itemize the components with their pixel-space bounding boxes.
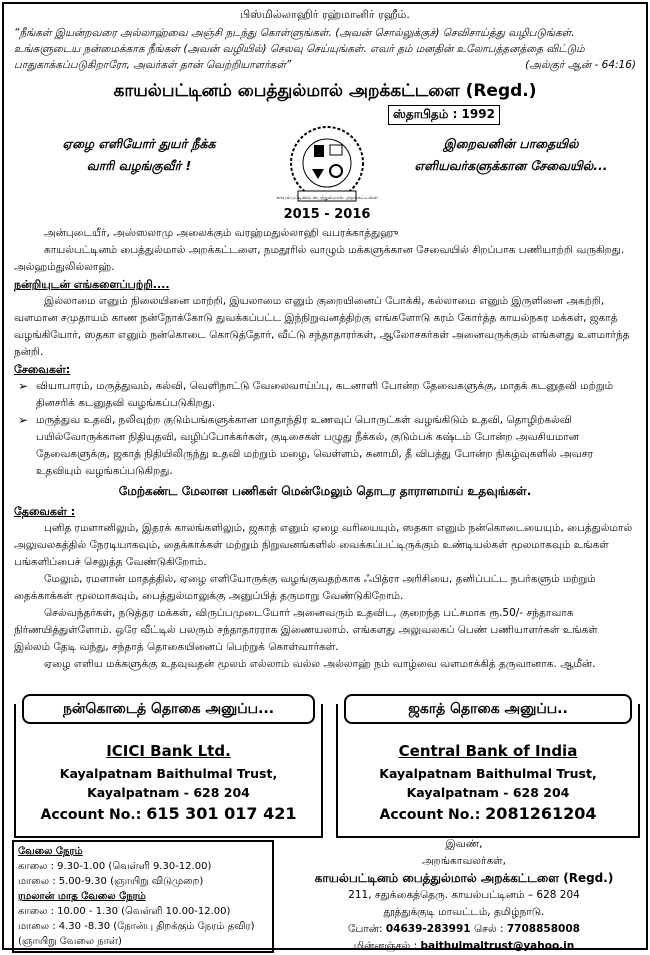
trust-logo	[276, 125, 378, 211]
email-address: baithulmaltrust@yahoo.in	[420, 940, 575, 952]
slogan-right-line2: எளியவர்களுக்கான சேவையில்...	[414, 158, 608, 173]
contact-address	[284, 836, 644, 955]
bismillah: பிஸ்மில்லாஹிர் ரஹ்மானிர் ரஹீம்.	[240, 8, 410, 21]
year-range: 2015 - 2016	[283, 207, 371, 222]
closing-prayer: ஏழை எளிய மக்களுக்கு உதவுவதன் மூலம் எல்லாம் வல்ல அல்லாஹ் நம் வாழ்வை வளமாக்கித் தருவானாக. ஆமீன்.	[44, 658, 596, 670]
donation-bank-box	[14, 701, 323, 838]
arrow-bullet-icon: ➢	[18, 379, 29, 393]
greeting: அன்புடையீர், அஸ்ஸலாமு அலைக்கும் வரஹ்மதுல்லாஹி வபரக்காத்துஹு	[44, 227, 399, 239]
account-number	[16, 804, 321, 823]
arrow-bullet-icon: ➢	[18, 413, 29, 427]
ramadan-note: (ஞாயிறு வேலை நாள்)	[18, 936, 122, 947]
hours-evening: மாலை : 5.00-9.30 (ஞாயிறு விடுமுறை)	[18, 876, 204, 887]
notice-page	[2, 2, 648, 950]
account-value: 615 301 017 421	[146, 804, 297, 823]
appeal-line: மேற்கண்ட மேலான பணிகள் மென்மேலும் தொடர தாராளமாய் உதவுங்கள்.	[118, 484, 532, 498]
service-item	[18, 378, 636, 412]
email-line	[284, 938, 644, 955]
account-label: Account No.:	[40, 807, 142, 823]
needs-paragraph: மேலும், ரமளான் மாதத்தில், ஏழை எளியோருக்கு வழங்குவதற்காக ஃபித்ரா அரிசியை, தனிப்பட்ட நபர்களும் மற்றும் தைக்காக்கள் மூலமாகவும், பைத்துல்மாலுக்கு அனுப்பித் தருமாறு வேண்டுகிறோம்.	[14, 573, 596, 602]
needs-heading: தேவைகள் :	[14, 505, 76, 518]
cell-label: செல் :	[473, 923, 504, 935]
slogan-left-line2: வாரி வழங்குவீர் !	[86, 158, 192, 173]
ramadan-morning: காலை : 10.00 - 1.30 (வெள்ளி 10.00-12.00)	[18, 906, 231, 917]
street-address: 211, சதுக்கைத்தெரு. காயல்பட்டினம் – 628 204	[348, 889, 580, 901]
zakat-bank-box	[336, 701, 640, 838]
bank-boxes	[4, 701, 646, 840]
quran-verse	[4, 23, 646, 73]
established-badge: ஸ்தாபிதம் : 1992	[388, 105, 500, 125]
donation-heading: நன்கொடைத் தொகை அனுப்ப...	[22, 694, 315, 724]
letter-body	[4, 225, 646, 673]
phone-number: 04639-283991	[385, 923, 471, 935]
phone-line	[284, 921, 644, 938]
slogan-right-line1: இறைவனின் பாதையில்	[443, 136, 579, 151]
account-number	[338, 804, 638, 823]
slogan-left	[34, 133, 244, 177]
trustees-label: அறங்காவலர்கள்,	[422, 855, 506, 867]
hours-heading: வேலை நேரம்	[18, 846, 83, 857]
needs-paragraph: புனித ரமளானிலும், இதரக் காலங்களிலும், ஜகாத் எனும் ஏழை வரியையும், ஸதகா எனும் நன்கொடையையும், பைத்துல்மால் அலுவலகத்தில் நேரடியாகவும், தைக்காக்கள் மற்றும் நிறுவனங்களில் வைக்கப்பட்டிருக்கும் உண்டியல்கள் மூலமாகவும் உங்கள் பங்களிப்பைச் செலுத்த வேண்டுகிறோம்.	[14, 522, 633, 568]
bank-account-holder	[338, 764, 638, 802]
district: தூத்துக்குடி மாவட்டம், தமிழ்நாடு.	[383, 906, 545, 918]
services-heading: சேவைகள்:	[14, 363, 71, 376]
service-text: மருத்துவ உதவி, நலிவுற்ற குடும்பங்களுக்கான மாதாந்திர உணவுப் பொருட்கள் வழங்கிடும் உதவி, தொழிற்கல்வி பயில்வோருக்கான நிதியுதவி, வழிப்போக்கர்கள், குடிசைகள் பழுது நீக்கல், குடும்பக் கஷ்டம் போன்ற அவசியமான தேவைகளுக்கு, ஜகாத் நிதியிலிருந்து உதவி மற்றும் மழை, வெள்ளம், சுனாமி, தீ விபத்து போன்ற நிகழ்வுகளில் அவசர உதவியும் வழங்கப்படுகிறது.	[36, 414, 594, 477]
intro-paragraph: காயல்பட்டினம் பைத்துல்மால் அறக்கட்டளை, நமதூரில் வாழும் மக்களுக்கான சேவையில் சிறப்பாக பணியாற்றி வருகிறது. அல்ஹம்துலில்லாஹ்.	[14, 244, 625, 273]
organization-name: காயல்பட்டினம் பைத்துல்மால் அறக்கட்டளை (Regd.)	[314, 871, 614, 885]
zakat-heading: ஜகாத் தொகை அனுப்ப..	[344, 694, 632, 724]
cell-number: 7708858008	[506, 923, 580, 935]
phone-label: போன்:	[348, 923, 383, 935]
header-row	[4, 103, 646, 223]
trust-name: Kayalpatnam Baithulmal Trust,	[59, 766, 278, 781]
service-item	[18, 412, 636, 480]
bank-account-holder	[16, 764, 321, 802]
verse-text: “நீங்கள் இயன்றவரை அல்லாஹ்வை அஞ்சி நடந்து கொள்ளுங்கள். (அவன் சொல்லுக்குச்) செவிசாய்த்து வழிபடுங்கள். உங்களுடைய நன்மைக்காக நீங்கள் (அவன் வழியில்) செலவு செய்யுங்கள். எவர் தம் மனதின் உலோபத்தனத்தை விட்டும் பாதுகாக்கப்படுகிறாரோ, அவர்கள் தான் வெற்றியாளர்கள்”	[14, 27, 585, 71]
account-label: Account No.:	[379, 807, 481, 823]
thanks-heading: நன்றியுடன் எங்களைப்பற்றி....	[14, 278, 170, 291]
office-hours-box	[12, 840, 274, 953]
trust-city: Kayalpatnam - 628 204	[406, 785, 570, 800]
needs-paragraph: செல்வந்தர்கள், நடுத்தர மக்கள், விருப்பமுடையோர் அனைவரும் உதவிட, குறைந்த பட்சமாக ரூ.50/- சந்தாவாக நிர்ணயித்துள்ளோம். ஒரே வீட்டில் பலரும் சந்தாதாரராக இணையலாம். எங்களது அலுவலகப் பெண் பணியாளர்கள் உங்கள் இல்லம் தேடி வந்து, சந்தாத் தொகையினைப் பெற்றுக் கொள்வார்கள்.	[14, 607, 598, 653]
slogan-left-line1: ஏழை எளியோர் துயர் நீக்க	[62, 136, 216, 151]
ramadan-evening: மாலை : 4.30 -8.30 (நோன்பு திறக்கும் நேரம் தவிர)	[18, 921, 255, 932]
service-text: வியாபாரம், மருத்துவம், கல்வி, வெளிநாட்டு வேலைவாய்ப்பு, கடனாளி போன்ற தேவைகளுக்கு, மாதக் கடனுதவி மற்றும் தினசரிக் கடனுதவி வழங்கப்படுகிறது.	[36, 380, 614, 409]
signoff: இவண்,	[445, 838, 483, 850]
bank-name: ICICI Bank Ltd.	[106, 742, 231, 760]
hours-morning: காலை : 9.30-1.00 (வெள்ளி 9.30-12.00)	[18, 861, 212, 872]
trust-name: Kayalpatnam Baithulmal Trust,	[379, 766, 597, 781]
bank-name: Central Bank of India	[398, 742, 578, 760]
slogan-right	[396, 133, 626, 177]
verse-reference: (அல்குர் ஆன் - 64:16)	[525, 59, 636, 71]
account-value: 2081261204	[485, 804, 597, 823]
thanks-paragraph: இல்லாமை எனும் நிலையினை மாற்றி, இயலாமை எனும் குறையினைப் போக்கி, கல்லாமை எனும் இருளினை அகற்றி, வளமான சமுதாயம் காண நன்நோக்கோடு துவக்கப்பட்ட இந்நிறுவனத்திற்கு எங்களோடு கரம் கோர்த்த காயல்நகர மக்கள், ஜகாத் வழங்கியோர், ஸதகா எனும் நன்கொடை கொடுத்தோர், வீட்டு சந்தாதாரர்கள், ஆலோசகர்கள் அனைவருக்கும் எங்களது உளமார்ந்த நன்றி.	[14, 295, 630, 358]
ramadan-hours-heading: ரமலான் மாத வேலை நேரம்	[18, 891, 146, 902]
email-label: மின்னஞ்சல் :	[353, 940, 418, 952]
trust-city: Kayalpatnam - 628 204	[87, 785, 250, 800]
logo-caption: காயல்பட்டினம் பைத்துல்மால் அறக்கட்டளை	[276, 195, 378, 201]
page-title: காயல்பட்டினம் பைத்துல்மால் அறக்கட்டளை (Regd.)	[113, 81, 537, 101]
